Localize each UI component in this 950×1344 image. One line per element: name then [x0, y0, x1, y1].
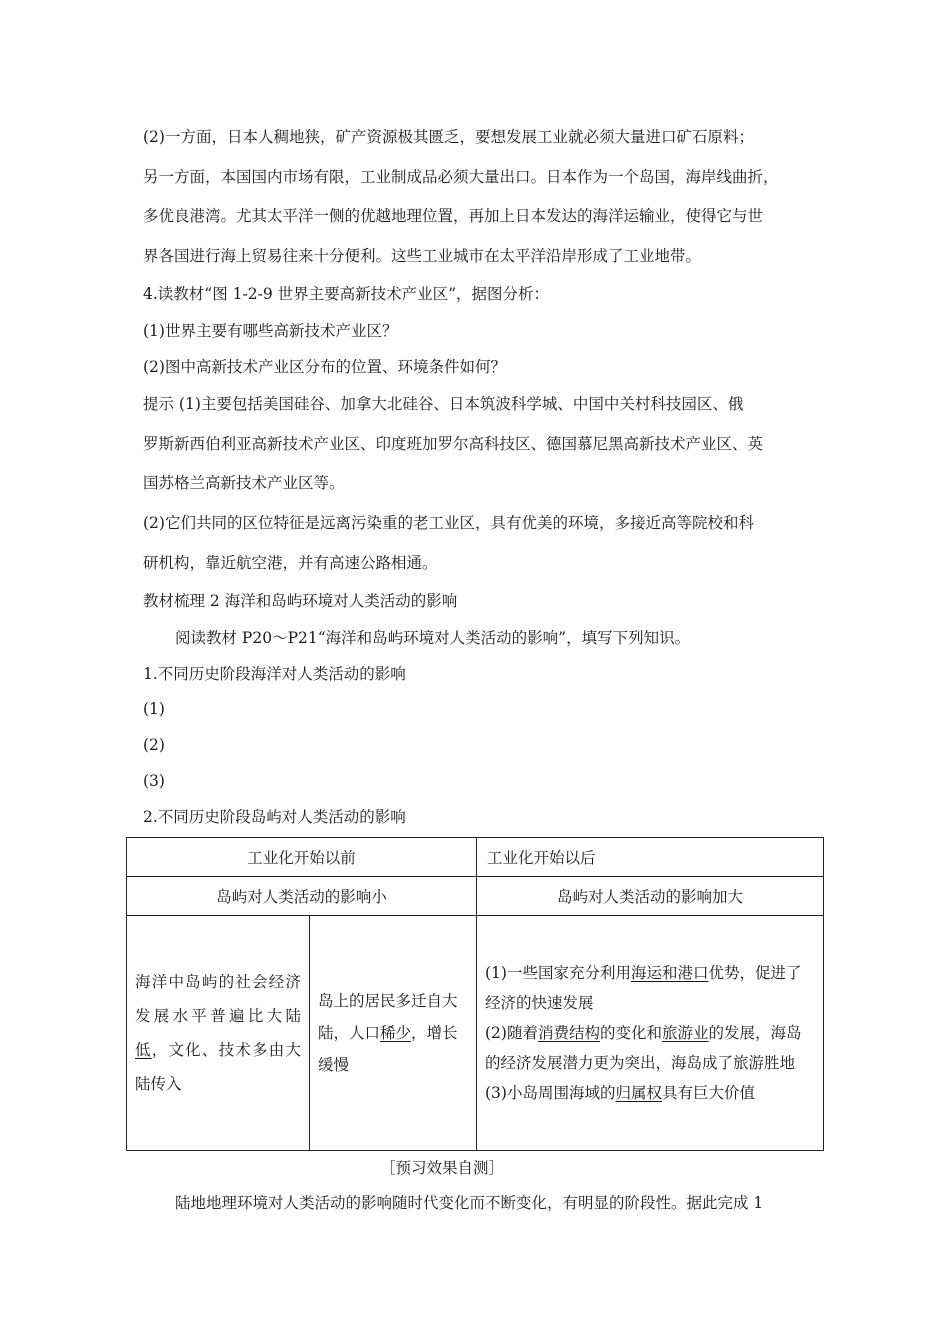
cell-text: 具有巨大价值 [661, 1084, 755, 1102]
cell-text: (2)随着 [485, 1024, 538, 1042]
cell-item [485, 1078, 815, 1108]
answer-underline: 旅游业 [662, 1024, 709, 1042]
cell-text: ，增长缓慢 [318, 1024, 458, 1074]
blank-item: (1) [143, 700, 165, 718]
cell-text: 海洋中岛屿的社会经济发展水平普遍比大陆 [135, 973, 301, 1025]
cell-text: 优势，促进了经济的快速发展 [485, 964, 802, 1012]
paragraph: 界各国进行海上贸易往来十分便利。这些工业城市在太平洋沿岸形成了工业地带。 [143, 247, 702, 265]
instruction: 阅读教材 P20～P21“海洋和岛屿环境对人类活动的影响”，填写下列知识。 [175, 629, 691, 647]
subsection-heading: 1.不同历史阶段海洋对人类活动的影响 [143, 665, 406, 683]
paragraph: (2)一方面，日本人稠地狭，矿产资源极其匮乏，要想发展工业就必须大量进口矿石原料； [143, 128, 754, 146]
section-heading: 教材梳理 2 海洋和岛屿环境对人类活动的影响 [143, 592, 458, 610]
cell-text: ，文化、技术多由大陆传入 [135, 1041, 301, 1093]
cell-text: (3)小岛周围海域的 [485, 1084, 616, 1102]
paragraph: 罗斯新西伯利亚高新技术产业区、印度班加罗尔高科技区、德国慕尼黑高新技术产业区、英 [143, 435, 764, 453]
answer-underline: 归属权 [615, 1084, 662, 1102]
table-cell-after-industrialization [477, 916, 824, 1151]
section-label: ［预习效果自测］ [380, 1159, 505, 1177]
island-impact-table [126, 837, 824, 1151]
answer-underline: 低 [135, 1041, 152, 1059]
cell-text: 的发展，海岛的经济发展潜力更为突出，海岛成了旅游胜地 [485, 1024, 802, 1072]
answer-underline: 海运和港口 [630, 964, 709, 982]
table-header-after: 工业化开始以后 [477, 838, 824, 877]
answer-underline: 消费结构 [537, 1024, 600, 1042]
table-cell-population [310, 916, 477, 1151]
hint-paragraph: 提示 (1)主要包括美国硅谷、加拿大北硅谷、日本筑波科学城、中国中关村科技园区、俄 [143, 395, 744, 413]
blank-item: (2) [143, 736, 165, 754]
table-subheader-after: 岛屿对人类活动的影响加大 [477, 877, 824, 916]
question-item: (1)世界主要有哪些高新技术产业区？ [143, 322, 398, 340]
table-cell-economy [127, 916, 310, 1151]
cell-text: 岛上的居民多迁自大陆，人口 [318, 992, 458, 1042]
table-header-before: 工业化开始以前 [127, 838, 477, 877]
paragraph: 另一方面，本国国内市场有限，工业制成品必须大量出口。日本作为一个岛国，海岸线曲折， [143, 168, 779, 186]
subsection-heading: 2.不同历史阶段岛屿对人类活动的影响 [143, 808, 406, 826]
cell-item [485, 958, 815, 1018]
cell-item [485, 1018, 815, 1078]
blank-item: (3) [143, 772, 165, 790]
cell-text: 的变化和 [599, 1024, 662, 1042]
table-subheader-before: 岛屿对人类活动的影响小 [127, 877, 477, 916]
answer-underline: 稀少 [380, 1024, 412, 1042]
question-heading: 4.读教材“图 1-2-9 世界主要高新技术产业区”，据图分析： [143, 285, 550, 303]
paragraph: (2)它们共同的区位特征是远离污染重的老工业区，具有优美的环境，多接近高等院校和科 [143, 514, 754, 532]
paragraph: 国苏格兰高新技术产业区等。 [143, 474, 345, 492]
paragraph: 陆地地理环境对人类活动的影响随时代变化而不断变化，有明显的阶段性。据此完成 1 [175, 1194, 764, 1212]
question-item: (2)图中高新技术产业区分布的位置、环境条件如何？ [143, 358, 506, 376]
paragraph: 多优良港湾。尤其太平洋一侧的优越地理位置，再加上日本发达的海洋运输业，使得它与世 [143, 207, 764, 225]
paragraph: 研机构，靠近航空港，并有高速公路相通。 [143, 554, 438, 572]
cell-text: (1)一些国家充分利用 [485, 964, 631, 982]
